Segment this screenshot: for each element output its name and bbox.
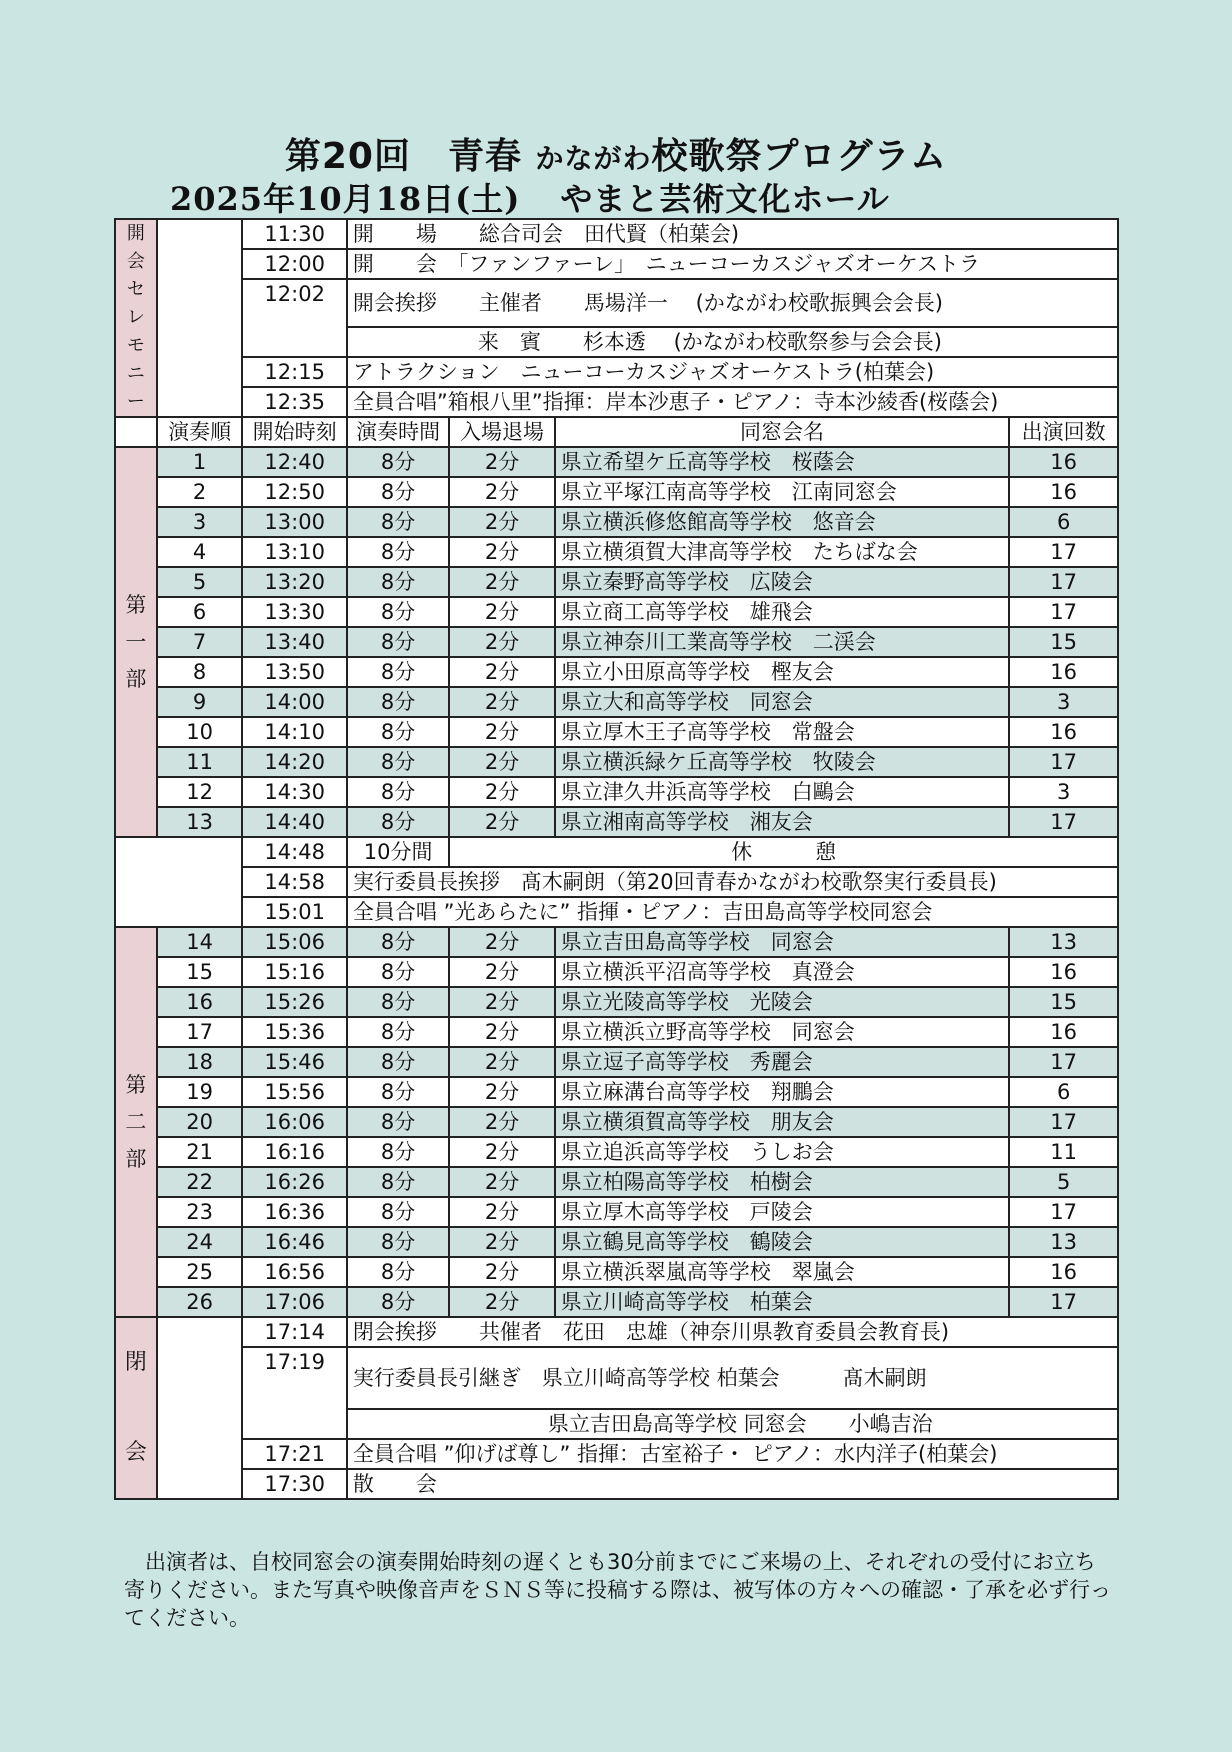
ceremony-blank: [157, 219, 243, 417]
performance-order: 21: [157, 1137, 243, 1167]
performance-alumni: 県立湘南高等学校 湘友会: [555, 807, 1009, 837]
performance-count: 6: [1009, 1077, 1118, 1107]
performance-row: [115, 987, 1118, 1017]
closing-event: 散 会: [347, 1469, 1118, 1499]
opening-event: 全員合唱”箱根八里”指揮：岸本沙恵子・ピアノ：寺本沙綾香(桜蔭会): [347, 387, 1118, 417]
performance-row: [115, 507, 1118, 537]
performance-entry: 2分: [449, 447, 555, 477]
opening-time: 12:15: [242, 357, 346, 387]
performance-row: [115, 1047, 1118, 1077]
performance-entry: 2分: [449, 987, 555, 1017]
title-program: 校歌祭プログラム: [651, 136, 948, 177]
title-edition: 第20回 青春: [284, 136, 522, 177]
performance-start: 13:40: [242, 627, 346, 657]
intermission-time: 14:48: [242, 837, 346, 867]
performance-count: 5: [1009, 1167, 1118, 1197]
performance-alumni: 県立横須賀大津高等学校 たちばな会: [555, 537, 1009, 567]
performance-entry: 2分: [449, 777, 555, 807]
performance-start: 12:50: [242, 477, 346, 507]
performance-entry: 2分: [449, 597, 555, 627]
performance-duration: 8分: [347, 687, 449, 717]
opening-time: 12:00: [242, 249, 346, 279]
performance-alumni: 県立川崎高等学校 柏葉会: [555, 1287, 1009, 1317]
performance-order: 16: [157, 987, 243, 1017]
program-subtitle: [170, 174, 890, 220]
program-table: [114, 218, 1119, 1500]
performance-entry: 2分: [449, 957, 555, 987]
performance-alumni: 県立横浜翠嵐高等学校 翠嵐会: [555, 1257, 1009, 1287]
performance-duration: 8分: [347, 477, 449, 507]
intermission-time: 15:01: [242, 897, 346, 927]
performance-duration: 8分: [347, 957, 449, 987]
section-closing: 閉会: [115, 1317, 157, 1499]
closing-row: [115, 1317, 1118, 1347]
performance-order: 3: [157, 507, 243, 537]
performance-duration: 8分: [347, 927, 449, 957]
performance-row: [115, 1107, 1118, 1137]
performance-count: 16: [1009, 717, 1118, 747]
opening-event: アトラクション ニューコーカスジャズオーケストラ(柏葉会): [347, 357, 1118, 387]
table-header: [115, 417, 1118, 447]
performance-row: [115, 957, 1118, 987]
performance-entry: 2分: [449, 1167, 555, 1197]
performance-start: 15:56: [242, 1077, 346, 1107]
performance-count: 17: [1009, 1107, 1118, 1137]
performance-duration: 8分: [347, 1017, 449, 1047]
performance-count: 16: [1009, 1017, 1118, 1047]
performance-count: 15: [1009, 987, 1118, 1017]
performance-duration: 8分: [347, 1167, 449, 1197]
performance-start: 13:30: [242, 597, 346, 627]
performance-start: 14:20: [242, 747, 346, 777]
opening-row: [115, 219, 1118, 249]
performance-duration: 8分: [347, 807, 449, 837]
performance-duration: 8分: [347, 1137, 449, 1167]
performance-entry: 2分: [449, 537, 555, 567]
performance-order: 5: [157, 567, 243, 597]
section-ceremony: 開会セレモニー: [115, 219, 157, 417]
performance-order: 14: [157, 927, 243, 957]
performance-start: 14:30: [242, 777, 346, 807]
performance-order: 10: [157, 717, 243, 747]
closing-row: [115, 1469, 1118, 1499]
performance-entry: 2分: [449, 627, 555, 657]
performance-row: [115, 717, 1118, 747]
performance-order: 13: [157, 807, 243, 837]
performance-row: [115, 1077, 1118, 1107]
performance-start: 17:06: [242, 1287, 346, 1317]
performance-start: 15:16: [242, 957, 346, 987]
performance-order: 2: [157, 477, 243, 507]
performance-alumni: 県立商工高等学校 雄飛会: [555, 597, 1009, 627]
performance-order: 24: [157, 1227, 243, 1257]
performance-order: 1: [157, 447, 243, 477]
performance-row: [115, 807, 1118, 837]
performance-row: [115, 687, 1118, 717]
performance-row: [115, 747, 1118, 777]
performance-start: 13:50: [242, 657, 346, 687]
intermission-time: 14:58: [242, 867, 346, 897]
performance-count: 3: [1009, 687, 1118, 717]
performance-alumni: 県立吉田島高等学校 同窓会: [555, 927, 1009, 957]
performance-alumni: 県立追浜高等学校 うしお会: [555, 1137, 1009, 1167]
closing-blank: [157, 1317, 243, 1499]
performance-start: 15:46: [242, 1047, 346, 1077]
opening-row: [115, 279, 1118, 327]
performance-entry: 2分: [449, 1047, 555, 1077]
performance-entry: 2分: [449, 567, 555, 597]
performance-row: [115, 537, 1118, 567]
performance-count: 3: [1009, 777, 1118, 807]
performance-alumni: 県立柏陽高等学校 柏樹会: [555, 1167, 1009, 1197]
performance-alumni: 県立横浜緑ケ丘高等学校 牧陵会: [555, 747, 1009, 777]
performance-duration: 8分: [347, 567, 449, 597]
performance-duration: 8分: [347, 1077, 449, 1107]
performance-start: 14:00: [242, 687, 346, 717]
performance-order: 4: [157, 537, 243, 567]
performance-count: 17: [1009, 1287, 1118, 1317]
performance-duration: 8分: [347, 1227, 449, 1257]
performance-alumni: 県立横浜平沼高等学校 真澄会: [555, 957, 1009, 987]
closing-row: [115, 1439, 1118, 1469]
performance-order: 17: [157, 1017, 243, 1047]
performance-duration: 8分: [347, 627, 449, 657]
performance-start: 15:26: [242, 987, 346, 1017]
performance-row: [115, 927, 1118, 957]
closing-time: 17:19: [242, 1347, 346, 1439]
performance-count: 17: [1009, 537, 1118, 567]
intermission-row: [115, 867, 1118, 897]
performance-count: 17: [1009, 567, 1118, 597]
performance-duration: 8分: [347, 777, 449, 807]
performance-start: 16:46: [242, 1227, 346, 1257]
performance-order: 15: [157, 957, 243, 987]
performance-order: 23: [157, 1197, 243, 1227]
part2-body: [115, 927, 1118, 1317]
closing-event-line2: 県立吉田島高等学校 同窓会 小嶋吉治: [347, 1409, 1118, 1439]
performance-count: 17: [1009, 747, 1118, 777]
performance-start: 13:00: [242, 507, 346, 537]
performance-order: 8: [157, 657, 243, 687]
opening-time: 12:02: [242, 279, 346, 357]
performance-entry: 2分: [449, 717, 555, 747]
performance-start: 16:16: [242, 1137, 346, 1167]
performance-entry: 2分: [449, 507, 555, 537]
performance-count: 16: [1009, 1257, 1118, 1287]
performance-start: 15:36: [242, 1017, 346, 1047]
performance-start: 12:40: [242, 447, 346, 477]
header-count: 出演回数: [1009, 417, 1118, 447]
opening-row: [115, 387, 1118, 417]
intermission-duration: 10分間: [347, 837, 449, 867]
header-order: 演奏順: [157, 417, 243, 447]
performance-order: 25: [157, 1257, 243, 1287]
performance-count: 11: [1009, 1137, 1118, 1167]
performance-row: [115, 1197, 1118, 1227]
opening-row: [115, 249, 1118, 279]
performance-start: 13:10: [242, 537, 346, 567]
performance-start: 14:10: [242, 717, 346, 747]
performance-row: [115, 1017, 1118, 1047]
performance-alumni: 県立大和高等学校 同窓会: [555, 687, 1009, 717]
opening-event-line2: 来 賓 杉本透 (かながわ校歌祭参与会会長): [347, 327, 1118, 357]
performance-order: 18: [157, 1047, 243, 1077]
opening-event: 開 場 総合司会 田代賢（柏葉会): [347, 219, 1118, 249]
performance-entry: 2分: [449, 927, 555, 957]
opening-time: 12:35: [242, 387, 346, 417]
performance-order: 20: [157, 1107, 243, 1137]
performance-duration: 8分: [347, 717, 449, 747]
performance-duration: 8分: [347, 657, 449, 687]
performance-start: 13:20: [242, 567, 346, 597]
performance-entry: 2分: [449, 477, 555, 507]
performance-duration: 8分: [347, 747, 449, 777]
event-venue: やまと芸術文化ホール: [560, 180, 890, 218]
performance-count: 17: [1009, 597, 1118, 627]
intermission-event: 全員合唱 ”光あらたに” 指揮・ピアノ：吉田島高等学校同窓会: [347, 897, 1118, 927]
performance-alumni: 県立横浜修悠館高等学校 悠音会: [555, 507, 1009, 537]
intermission-row: [115, 897, 1118, 927]
performance-order: 6: [157, 597, 243, 627]
performance-alumni: 県立光陵高等学校 光陵会: [555, 987, 1009, 1017]
opening-event: 開 会 「ファンファーレ」 ニューコーカスジャズオーケストラ: [347, 249, 1118, 279]
opening-event: 開会挨拶 主催者 馬場洋一 (かながわ校歌振興会会長): [347, 279, 1118, 327]
performance-count: 13: [1009, 1227, 1118, 1257]
performance-order: 19: [157, 1077, 243, 1107]
performance-start: 14:40: [242, 807, 346, 837]
intermission-row: [115, 837, 1118, 867]
header-entry: 入場退場: [449, 417, 555, 447]
performance-row: [115, 1227, 1118, 1257]
performance-order: 11: [157, 747, 243, 777]
performance-entry: 2分: [449, 1257, 555, 1287]
closing-time: 17:14: [242, 1317, 346, 1347]
performance-row: [115, 477, 1118, 507]
section-part2: 第二部: [115, 927, 157, 1317]
performance-row: [115, 627, 1118, 657]
title-kanagawa: かながわ: [535, 142, 652, 175]
performance-entry: 2分: [449, 657, 555, 687]
closing-event: 実行委員長引継ぎ 県立川崎高等学校 柏葉会 髙木嗣朗: [347, 1347, 1118, 1409]
performance-count: 17: [1009, 807, 1118, 837]
closing-event: 閉会挨拶 共催者 花田 忠雄（神奈川県教育委員会教育長): [347, 1317, 1118, 1347]
section-part1: 第一部: [115, 447, 157, 837]
performance-row: [115, 1257, 1118, 1287]
performance-alumni: 県立逗子高等学校 秀麗会: [555, 1047, 1009, 1077]
performance-duration: 8分: [347, 597, 449, 627]
performance-alumni: 県立横須賀高等学校 朋友会: [555, 1107, 1009, 1137]
performance-alumni: 県立鶴見高等学校 鶴陵会: [555, 1227, 1009, 1257]
performance-order: 26: [157, 1287, 243, 1317]
performance-entry: 2分: [449, 747, 555, 777]
performance-row: [115, 777, 1118, 807]
performance-duration: 8分: [347, 537, 449, 567]
performance-alumni: 県立横浜立野高等学校 同窓会: [555, 1017, 1009, 1047]
performance-alumni: 県立希望ケ丘高等学校 桜蔭会: [555, 447, 1009, 477]
performance-alumni: 県立神奈川工業高等学校 二渓会: [555, 627, 1009, 657]
performance-order: 22: [157, 1167, 243, 1197]
opening-time: 11:30: [242, 219, 346, 249]
performance-alumni: 県立平塚江南高等学校 江南同窓会: [555, 477, 1009, 507]
part1-body: [115, 447, 1118, 837]
performance-alumni: 県立麻溝台高等学校 翔鵬会: [555, 1077, 1009, 1107]
performance-duration: 8分: [347, 507, 449, 537]
performance-count: 16: [1009, 657, 1118, 687]
header-duration: 演奏時間: [347, 417, 449, 447]
performance-alumni: 県立津久井浜高等学校 白鷗会: [555, 777, 1009, 807]
performance-start: 16:36: [242, 1197, 346, 1227]
performance-start: 16:26: [242, 1167, 346, 1197]
performance-duration: 8分: [347, 1197, 449, 1227]
performance-alumni: 県立秦野高等学校 広陵会: [555, 567, 1009, 597]
performance-row: [115, 657, 1118, 687]
performance-count: 16: [1009, 957, 1118, 987]
performance-entry: 2分: [449, 1107, 555, 1137]
performance-count: 17: [1009, 1197, 1118, 1227]
performance-row: [115, 567, 1118, 597]
closing-event: 全員合唱 ”仰げば尊し” 指揮：古室裕子・ ピアノ：水内洋子(柏葉会): [347, 1439, 1118, 1469]
performance-order: 9: [157, 687, 243, 717]
performance-count: 13: [1009, 927, 1118, 957]
performance-row: [115, 1167, 1118, 1197]
performance-duration: 8分: [347, 1107, 449, 1137]
opening-row: [115, 357, 1118, 387]
performance-start: 16:56: [242, 1257, 346, 1287]
performance-duration: 8分: [347, 1047, 449, 1077]
performance-row: [115, 1137, 1118, 1167]
performance-entry: 2分: [449, 1287, 555, 1317]
performance-start: 16:06: [242, 1107, 346, 1137]
performance-entry: 2分: [449, 1077, 555, 1107]
performance-entry: 2分: [449, 807, 555, 837]
performance-count: 17: [1009, 1047, 1118, 1077]
performance-entry: 2分: [449, 1197, 555, 1227]
closing-row: [115, 1347, 1118, 1409]
performance-duration: 8分: [347, 447, 449, 477]
intermission-label: 休 憩: [449, 837, 1118, 867]
performance-row: [115, 597, 1118, 627]
performance-entry: 2分: [449, 1137, 555, 1167]
performance-entry: 2分: [449, 687, 555, 717]
performance-start: 15:06: [242, 927, 346, 957]
performance-alumni: 県立厚木王子高等学校 常盤会: [555, 717, 1009, 747]
performance-row: [115, 447, 1118, 477]
closing-time: 17:30: [242, 1469, 346, 1499]
program-title: [0, 128, 1232, 179]
event-date: 2025年10月18日(土): [170, 180, 521, 218]
performance-count: 16: [1009, 477, 1118, 507]
performance-duration: 8分: [347, 1257, 449, 1287]
participant-notes: 出演者は、自校同窓会の演奏開始時刻の遅くとも30分前までにご来場の上、それぞれの受付にお立ち寄りください。また写真や映像音声をＳＮＳ等に投稿する際は、被写体の方々への確認・了承を必ず行ってください。: [124, 1550, 1111, 1630]
performance-row: [115, 1287, 1118, 1317]
performance-duration: 8分: [347, 987, 449, 1017]
performance-count: 16: [1009, 447, 1118, 477]
performance-duration: 8分: [347, 1287, 449, 1317]
performance-count: 15: [1009, 627, 1118, 657]
header-alumni: 同窓会名: [555, 417, 1009, 447]
header-start: 開始時刻: [242, 417, 346, 447]
performance-alumni: 県立厚木高等学校 戸陵会: [555, 1197, 1009, 1227]
performance-order: 7: [157, 627, 243, 657]
performance-count: 6: [1009, 507, 1118, 537]
intermission-blank: [115, 837, 242, 927]
intermission-event: 実行委員長挨拶 髙木嗣朗（第20回青春かながわ校歌祭実行委員長): [347, 867, 1118, 897]
header-section-cell: [115, 417, 157, 447]
performance-entry: 2分: [449, 1227, 555, 1257]
performance-order: 12: [157, 777, 243, 807]
performance-alumni: 県立小田原高等学校 樫友会: [555, 657, 1009, 687]
closing-time: 17:21: [242, 1439, 346, 1469]
performance-entry: 2分: [449, 1017, 555, 1047]
